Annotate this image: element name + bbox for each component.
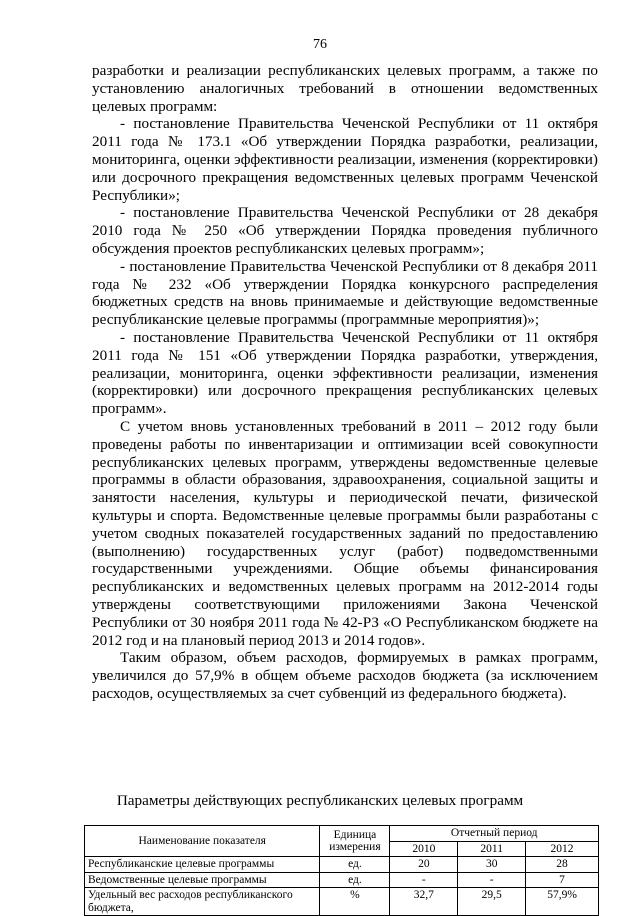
row-value: 7 <box>526 872 599 888</box>
row-value: 32,7 <box>390 888 458 916</box>
row-name: Республиканские целевые программы <box>85 857 320 873</box>
paragraph: Таким образом, объем расходов, формируемых в рамках программ, увеличился до 57,9% в общем объеме расходов бюджета (за исключением расходов, осуществляемых за счет субвенций из федерального бюджета). <box>92 649 598 702</box>
header-indicator: Наименование показателя <box>85 826 320 857</box>
parameters-table <box>84 825 599 916</box>
table-row <box>85 872 599 888</box>
paragraph: - постановление Правительства Чеченской Республики от 11 октября 2011 года № 151 «Об утверждении Порядка разработки, утверждения, реализации, мониторинга, оценки эффективности реализации, изменения (корректировки) или досрочного прекращения республиканских целевых программ». <box>92 328 598 418</box>
header-unit: Единица измерения <box>320 826 390 857</box>
table-row <box>85 857 599 873</box>
header-year: 2011 <box>458 841 526 857</box>
body-text <box>92 62 598 703</box>
paragraph: - постановление Правительства Чеченской Республики от 11 октября 2011 года № 173.1 «Об утверждении Порядка разработки, реализации, мониторинга, оценки эффективности реализации, изменения (корректировки) или досрочного прекращения ведомственных целевых программ Чеченской Республики»; <box>92 115 598 204</box>
row-value: 20 <box>390 857 458 873</box>
row-value: 29,5 <box>458 888 526 916</box>
page-number: 76 <box>313 37 327 52</box>
header-year: 2012 <box>526 841 599 857</box>
row-value: - <box>458 872 526 888</box>
header-year: 2010 <box>390 841 458 857</box>
table-header-row <box>85 826 599 842</box>
paragraph: разработки и реализации республиканских целевых программ, а также по установлению аналогичных требований в отношении ведомственных целевых программ: <box>92 62 598 115</box>
paragraph: - постановление Правительства Чеченской Республики от 8 декабря 2011 года № 232 «Об утверждении Порядка конкурсного распределения бюджетных средств на вновь принимаемые и действующие ведомственные республиканские целевые программы (программные мероприятия)»; <box>92 257 598 329</box>
row-value: 30 <box>458 857 526 873</box>
paragraph: С учетом вновь установленных требований в 2011 – 2012 году были проведены работы по инвентаризации и оптимизации всей совокупности республиканских целевых программ, утверждены ведомственные целевые программы в области образования, здравоохранения, социальной защиты и занятости населения, культуры и периодической печати, физической культуры и спорта. Ведомственные целевые программы были разработаны с учетом сводных показателей государственных заданий по предоставлению (выполнению) государственных услуг (работ) подведомственными государственными учреждениями. Общие объемы финансирования республиканских и ведомственных целевых программ на 2012-2014 годы утверждены соответствующими приложениями Закона Чеченской Республики от 30 ноября 2011 года № 42-РЗ «О Республиканском бюджете на 2012 год и на плановый период 2013 и 2014 годов». <box>92 417 598 649</box>
header-period: Отчетный период <box>390 826 599 842</box>
table-caption: Параметры действующих республиканских целевых программ <box>116 792 524 809</box>
row-unit: % <box>320 888 390 916</box>
row-name: Ведомственные целевые программы <box>85 872 320 888</box>
paragraph: - постановление Правительства Чеченской Республики от 28 декабря 2010 года № 250 «Об утверждении Порядка проведения публичного обсуждения проектов республиканских целевых программ»; <box>92 204 598 257</box>
row-value: 57,9% <box>526 888 599 916</box>
row-value: 28 <box>526 857 599 873</box>
row-name: Удельный вес расходов республиканского бюджета, <box>85 888 320 916</box>
row-unit: ед. <box>320 857 390 873</box>
table-row <box>85 888 599 916</box>
row-unit: ед. <box>320 872 390 888</box>
row-value: - <box>390 872 458 888</box>
